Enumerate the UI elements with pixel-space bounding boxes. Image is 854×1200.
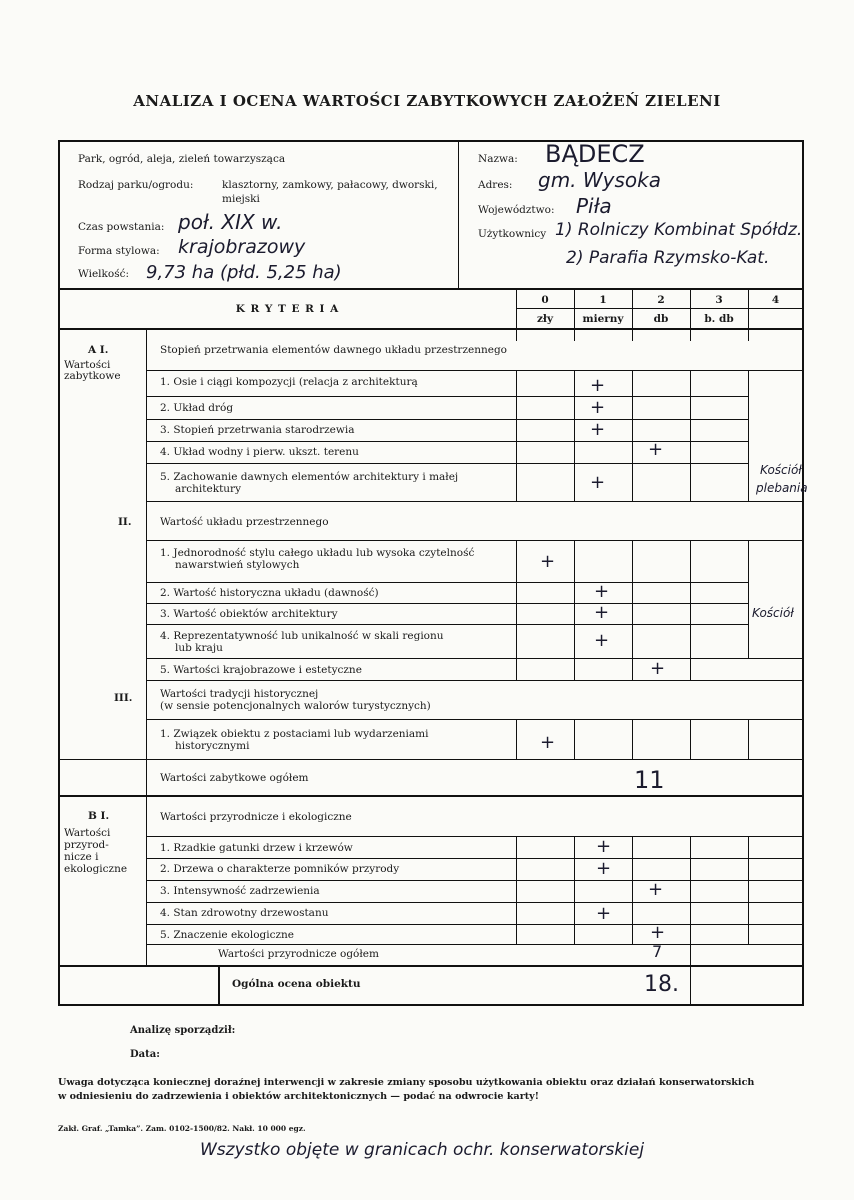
score-2-label: db <box>653 313 669 325</box>
mark-a3-1: + <box>540 732 556 753</box>
a2-item-2: 2. Wartość historyczna układu (dawność) <box>160 587 379 599</box>
czas-label: Czas powstania: <box>78 221 165 233</box>
row-line <box>146 836 803 837</box>
col-line <box>516 540 517 680</box>
mark-b1-4: + <box>596 903 612 924</box>
a1-item-5b: architektury <box>175 483 242 495</box>
criteria-header: K R Y T E R I A <box>235 303 340 315</box>
a3-item-1: 1. Związek obiektu z postaciami lub wydarzeniami <box>160 728 429 740</box>
col-line <box>574 540 575 680</box>
mark-a2-4: + <box>594 630 610 651</box>
row-line <box>59 759 803 760</box>
col-line <box>632 719 633 759</box>
score-4-num: 4 <box>771 294 780 306</box>
forma-label: Forma stylowa: <box>78 245 160 257</box>
mark-a1-3: + <box>590 419 606 440</box>
score-0-label: zły <box>536 313 554 325</box>
row-line <box>146 540 803 541</box>
col-line <box>146 759 147 795</box>
a1-item-1: 1. Osie i ciągi kompozycji (relacja z architekturą <box>160 376 418 388</box>
col-line <box>632 289 633 341</box>
col-line <box>516 289 517 341</box>
col-line <box>632 836 633 944</box>
col-line <box>690 836 691 965</box>
col-line <box>574 370 575 501</box>
print-info: Zakł. Graf. „Tamka”. Zam. 0102-1500/82. Nakł. 10 000 egz. <box>58 1124 306 1133</box>
b1-item-1: 1. Rzadkie gatunki drzew i krzewów <box>160 842 353 854</box>
col-line <box>516 836 517 944</box>
a2-item-4b: lub kraju <box>175 642 223 654</box>
row-line <box>146 658 803 659</box>
rodzaj-options: klasztorny, zamkowy, pałacowy, dworski, <box>222 179 438 191</box>
b1-item-5: 5. Znaczenie ekologiczne <box>160 929 295 941</box>
score-2-num: 2 <box>657 294 665 306</box>
sectionA-total-value: 11 <box>634 766 665 794</box>
rodzaj-options-2: miejski <box>222 193 260 205</box>
nazwa-label: Nazwa: <box>478 153 518 165</box>
nazwa-value: BĄDECZ <box>545 140 645 168</box>
score-header-divider <box>516 308 803 309</box>
col-line <box>690 719 691 759</box>
row-line <box>146 924 803 925</box>
b1-item-3: 3. Intensywność zadrzewienia <box>160 885 320 897</box>
mark-a2-2: + <box>594 581 610 602</box>
analiza-label: Analizę sporządził: <box>130 1025 236 1036</box>
wielkosc-label: Wielkość: <box>78 268 130 280</box>
uzytkownicy-label: Użytkownicy <box>478 228 547 240</box>
sectionA-g2-code: II. <box>118 516 132 528</box>
wielkosc-value: 9,73 ha (płd. 5,25 ha) <box>146 262 342 283</box>
wojewodztwo-label: Województwo: <box>478 204 555 216</box>
sectionB-left-divider <box>146 796 147 966</box>
sectionB-name-4: ekologiczne <box>64 863 128 875</box>
col-line <box>748 370 749 501</box>
criteria-header-bottom <box>59 328 803 330</box>
sectionB-code: B I. <box>88 810 110 822</box>
row-line <box>146 582 749 583</box>
rodzaj-label: Rodzaj parku/ogrodu: <box>78 179 194 191</box>
a3-item-1b: historycznymi <box>175 740 250 752</box>
adres-label: Adres: <box>478 179 513 191</box>
b1-item-2: 2. Drzewa o charakterze pomników przyrody <box>160 863 400 875</box>
a2-item-5: 5. Wartości krajobrazowe i estetyczne <box>160 664 362 676</box>
col-line <box>748 289 749 341</box>
a2-item-1b: nawarstwień stylowych <box>175 559 300 571</box>
row-line <box>146 396 749 397</box>
row-line <box>146 902 803 903</box>
wojewodztwo-value: Piła <box>576 194 612 218</box>
row-line <box>146 501 803 502</box>
score-1-num: 1 <box>599 294 607 306</box>
a3-title-1: Wartości tradycji historycznej <box>160 688 319 700</box>
col-line <box>690 965 691 1005</box>
uwaga-line-2: w odniesieniu do zadrzewienia i obiektów architektonicznych — podać na odwrocie karty! <box>58 1091 539 1102</box>
sectionA-g3-code: III. <box>114 692 133 704</box>
row-line <box>146 419 749 420</box>
header-divider <box>458 141 459 288</box>
col-line <box>748 540 749 658</box>
sectionA-code: A I. <box>88 344 109 356</box>
adres-value: gm. Wysoka <box>538 168 661 192</box>
col-line <box>574 836 575 944</box>
mark-a1-1: + <box>590 375 606 396</box>
data-label: Data: <box>130 1049 160 1060</box>
score-0-num: 0 <box>541 294 549 306</box>
note-1b: plebania <box>756 481 808 495</box>
mark-a1-5: + <box>590 472 606 493</box>
mark-b1-1: + <box>596 836 612 857</box>
col-line <box>574 289 575 341</box>
note-1a: Kościół <box>760 463 802 477</box>
score-3-num: 3 <box>715 294 723 306</box>
uwaga-line-1: Uwaga dotycząca koniecznej doraźnej interwencji w zakresie zmiany sposobu użytkowania obiektu oraz działań konserwatorskich <box>58 1077 755 1088</box>
row-line <box>146 603 749 604</box>
uzytkownicy-value-1: 1) Rolniczy Kombinat Spółdz. <box>555 220 803 240</box>
col-line <box>690 540 691 680</box>
row-line <box>146 719 803 720</box>
mark-a1-4: + <box>648 439 664 460</box>
mark-b1-5: + <box>650 922 666 943</box>
sectionA-left-divider <box>146 329 147 760</box>
sectionB-total-label: Wartości przyrodnicze ogółem <box>218 948 379 960</box>
a2-item-1: 1. Jednorodność stylu całego układu lub wysoka czytelność <box>160 547 475 559</box>
uzytkownicy-value-2: 2) Parafia Rzymsko-Kat. <box>566 248 770 268</box>
mark-b1-3: + <box>648 879 664 900</box>
col-line <box>690 370 691 501</box>
handwritten-note: Wszystko objęte w granicach ochr. konserwatorskiej <box>200 1140 645 1160</box>
mark-a2-5: + <box>650 658 666 679</box>
header-bottom-line <box>59 288 803 290</box>
a1-item-5: 5. Zachowanie dawnych elementów architektury i małej <box>160 471 459 483</box>
score-1-label: mierny <box>582 313 624 325</box>
overall-label: Ogólna ocena obiektu <box>232 978 361 990</box>
row-line <box>146 370 803 371</box>
mark-b1-2: + <box>596 858 612 879</box>
b1-title: Wartości przyrodnicze i ekologiczne <box>160 811 352 823</box>
note-2: Kościół <box>752 606 794 620</box>
a1-item-4: 4. Układ wodny i pierw. ukszt. terenu <box>160 446 359 458</box>
sectionB-total-value: 7 <box>652 942 663 961</box>
row-line <box>146 624 749 625</box>
b1-item-4: 4. Stan zdrowotny drzewostanu <box>160 907 329 919</box>
park-type-label: Park, ogród, aleja, zieleń towarzysząca <box>78 153 286 165</box>
sectionB-bottom-line <box>59 965 803 967</box>
row-line <box>146 880 803 881</box>
page-title: ANALIZA I OCENA WARTOŚCI ZABYTKOWYCH ZAŁOŻEŃ ZIELENI <box>133 92 721 110</box>
row-line <box>146 858 803 859</box>
col-line <box>690 289 691 341</box>
col-line <box>748 836 749 944</box>
a2-title: Wartość układu przestrzennego <box>160 516 329 528</box>
col-line <box>516 719 517 759</box>
sectionA-bottom-line <box>59 795 803 797</box>
mark-a2-1: + <box>540 551 556 572</box>
sectionB-name-3: nicze i <box>64 851 99 863</box>
sectionA-total-label: Wartości zabytkowe ogółem <box>160 772 309 784</box>
sectionA-name: Wartości zabytkowe <box>64 359 121 382</box>
a2-item-4: 4. Reprezentatywność lub unikalność w skali regionu <box>160 630 444 642</box>
row-line <box>146 680 803 681</box>
a1-title: Stopień przetrwania elementów dawnego układu przestrzennego <box>160 344 507 356</box>
col-line <box>218 965 220 1005</box>
col-line <box>632 540 633 680</box>
col-line <box>632 370 633 501</box>
col-line <box>516 370 517 501</box>
sectionB-name-1: Wartości <box>64 827 111 839</box>
forma-value: krajobrazowy <box>178 236 306 258</box>
sectionB-name-2: przyrod- <box>64 839 109 851</box>
col-line <box>748 719 749 759</box>
a1-item-2: 2. Układ dróg <box>160 402 234 414</box>
czas-value: poł. XIX w. <box>178 210 283 234</box>
a3-title-2: (w sensie potencjonalnych walorów turystycznych) <box>160 700 431 712</box>
mark-a2-3: + <box>594 602 610 623</box>
row-line <box>146 944 803 945</box>
col-line <box>574 719 575 759</box>
a1-item-3: 3. Stopień przetrwania starodrzewia <box>160 424 355 436</box>
row-line <box>146 463 749 464</box>
overall-value: 18. <box>644 972 679 997</box>
a2-item-3: 3. Wartość obiektów architektury <box>160 608 338 620</box>
score-3-label: b. db <box>704 313 734 325</box>
mark-a1-2: + <box>590 397 606 418</box>
